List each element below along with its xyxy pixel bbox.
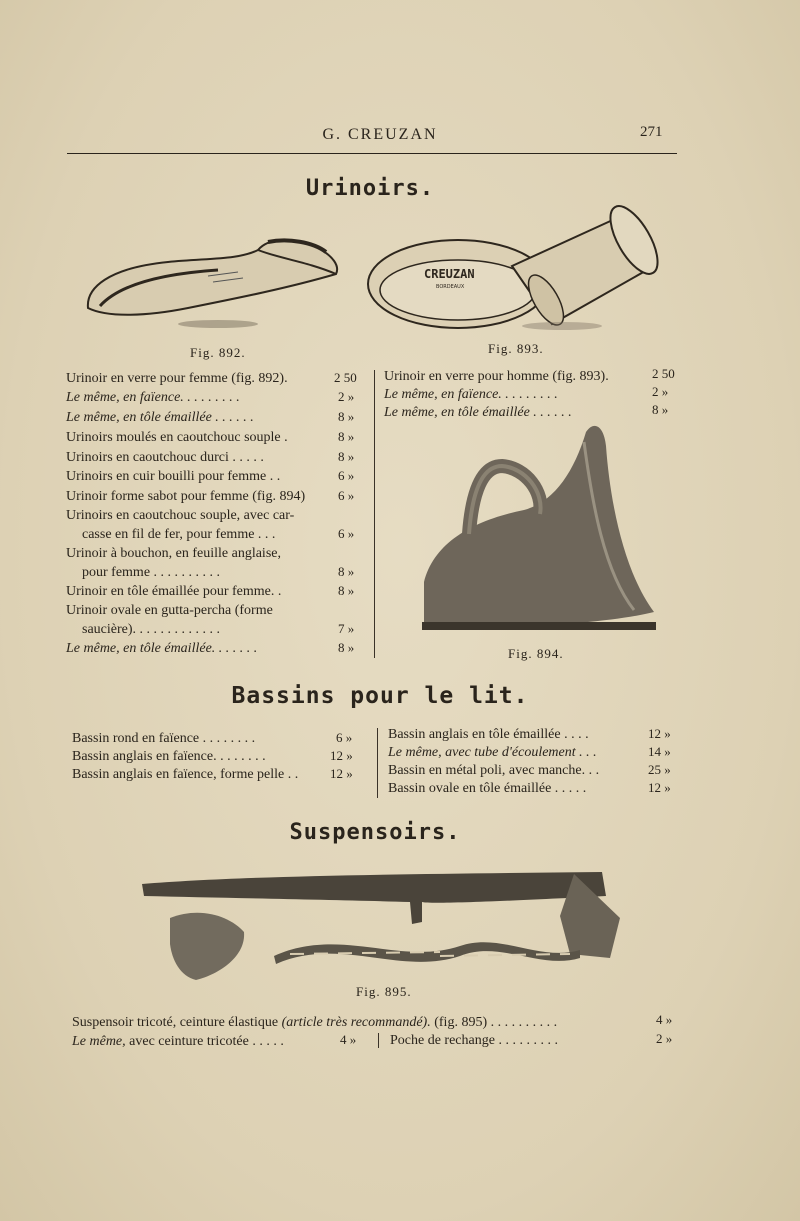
list-item-label: Urinoir ovale en gutta-percha (forme xyxy=(66,603,273,618)
fig-894-caption: Fig. 894. xyxy=(508,646,564,661)
list-item-label: Bassin anglais en faïence. . . . . . . . xyxy=(72,749,266,764)
list-item-price: 8 » xyxy=(338,449,355,464)
fig-895-caption: Fig. 895. xyxy=(356,984,412,999)
fig-895-illustration xyxy=(140,866,624,986)
list-item-label: Urinoir en verre pour femme (fig. 892). xyxy=(66,371,288,386)
list-item-label: Le même, en faïence. . . . . . . . . xyxy=(66,390,240,405)
column-divider xyxy=(374,370,375,658)
list-item-label: Bassin anglais en tôle émaillée . . . . xyxy=(388,727,589,742)
list-item-price: 25 » xyxy=(648,762,671,777)
section-title-urinoirs: Urinoirs. xyxy=(305,176,435,201)
list-item-label: Bassin anglais en faïence, forme pelle . . xyxy=(72,767,299,782)
fig-892-illustration xyxy=(78,228,346,336)
list-item-label: Le même, en faïence. . . . . . . . . xyxy=(384,387,558,402)
list-item-price: 12 » xyxy=(648,780,671,795)
suspensoir-item-price: 2 » xyxy=(656,1031,673,1046)
list-item-price: 6 » xyxy=(338,526,355,541)
list-item-label: casse en fil de fer, pour femme . . . xyxy=(82,527,276,542)
list-item-label: Le même, en tôle émaillée. . . . . . . xyxy=(66,641,258,656)
page-number: 271 xyxy=(640,124,663,140)
list-item-label: Bassin rond en faïence . . . . . . . . xyxy=(72,731,256,746)
list-item-price: 2 » xyxy=(338,389,355,404)
list-item-price: 8 » xyxy=(338,564,355,579)
list-item-label: Bassin en métal poli, avec manche. . . xyxy=(388,763,600,778)
list-item-price: 8 » xyxy=(338,640,355,655)
section-title-bassins: Bassins pour le lit. xyxy=(231,683,529,709)
list-item-price: 8 » xyxy=(338,429,355,444)
list-item-price: 8 » xyxy=(338,409,355,424)
list-item-price: 12 » xyxy=(648,726,671,741)
list-item-label: Urinoir forme sabot pour femme (fig. 894) xyxy=(66,489,306,504)
column-divider xyxy=(377,728,378,798)
list-item-price: 8 » xyxy=(338,583,355,598)
running-title: G. CREUZAN xyxy=(322,126,438,143)
list-item-price: 2 » xyxy=(652,384,669,399)
fig-893-illustration xyxy=(362,196,672,336)
list-item-label: saucière). . . . . . . . . . . . . xyxy=(82,622,221,637)
list-item-label: Urinoir à bouchon, en feuille anglaise, xyxy=(66,546,281,561)
list-item-label: Urinoir en verre pour homme (fig. 893). xyxy=(384,369,609,384)
list-item-price: 8 » xyxy=(652,402,669,417)
list-item-price: 6 » xyxy=(338,468,355,483)
section-title-suspensoirs: Suspensoirs. xyxy=(289,820,461,845)
fig-894-illustration xyxy=(414,422,660,634)
fig-892-caption: Fig. 892. xyxy=(190,345,246,360)
list-item-label: Le même, en tôle émaillée . . . . . . xyxy=(66,410,254,425)
list-item-price: 6 » xyxy=(338,488,355,503)
suspensoir-item-label: Le même, avec ceinture tricotée . . . . . xyxy=(72,1034,284,1049)
list-item-label: Urinoirs en cuir bouilli pour femme . . xyxy=(66,469,281,484)
list-item-label: Urinoirs en caoutchouc durci . . . . . xyxy=(66,450,264,465)
suspensoir-item-label: Poche de rechange . . . . . . . . . xyxy=(390,1033,558,1048)
list-item-label: Urinoir en tôle émaillée pour femme. . xyxy=(66,584,282,599)
column-divider xyxy=(378,1033,379,1048)
fig-893-caption: Fig. 893. xyxy=(488,341,544,356)
suspensoir-item-price: 4 » xyxy=(656,1012,673,1027)
suspensoir-item-label: Suspensoir tricoté, ceinture élastique (article très recommandé). (fig. 895) . . . . . . . . . . xyxy=(72,1015,558,1030)
list-item-label: Le même, avec tube d'écoulement . . . xyxy=(388,745,597,760)
list-item-price: 7 » xyxy=(338,621,355,636)
list-item-label: Urinoirs en caoutchouc souple, avec car- xyxy=(66,508,295,523)
list-item-price: 2 50 xyxy=(334,370,357,385)
list-item-price: 14 » xyxy=(648,744,671,759)
list-item-label: pour femme . . . . . . . . . . xyxy=(82,565,221,580)
list-item-label: Le même, en tôle émaillée . . . . . . xyxy=(384,405,572,420)
header-rule xyxy=(67,153,677,154)
list-item-label: Bassin ovale en tôle émaillée . . . . . xyxy=(388,781,587,796)
list-item-price: 12 » xyxy=(330,748,353,763)
fig-893-brand: CREUZAN xyxy=(424,267,475,281)
fig-893-city: BORDEAUX xyxy=(436,284,465,290)
list-item-price: 2 50 xyxy=(652,366,675,381)
list-item-price: 6 » xyxy=(336,730,353,745)
list-item-label: Urinoirs moulés en caoutchouc souple . xyxy=(66,430,288,445)
suspensoir-item-price: 4 » xyxy=(340,1032,357,1047)
list-item-price: 12 » xyxy=(330,766,353,781)
